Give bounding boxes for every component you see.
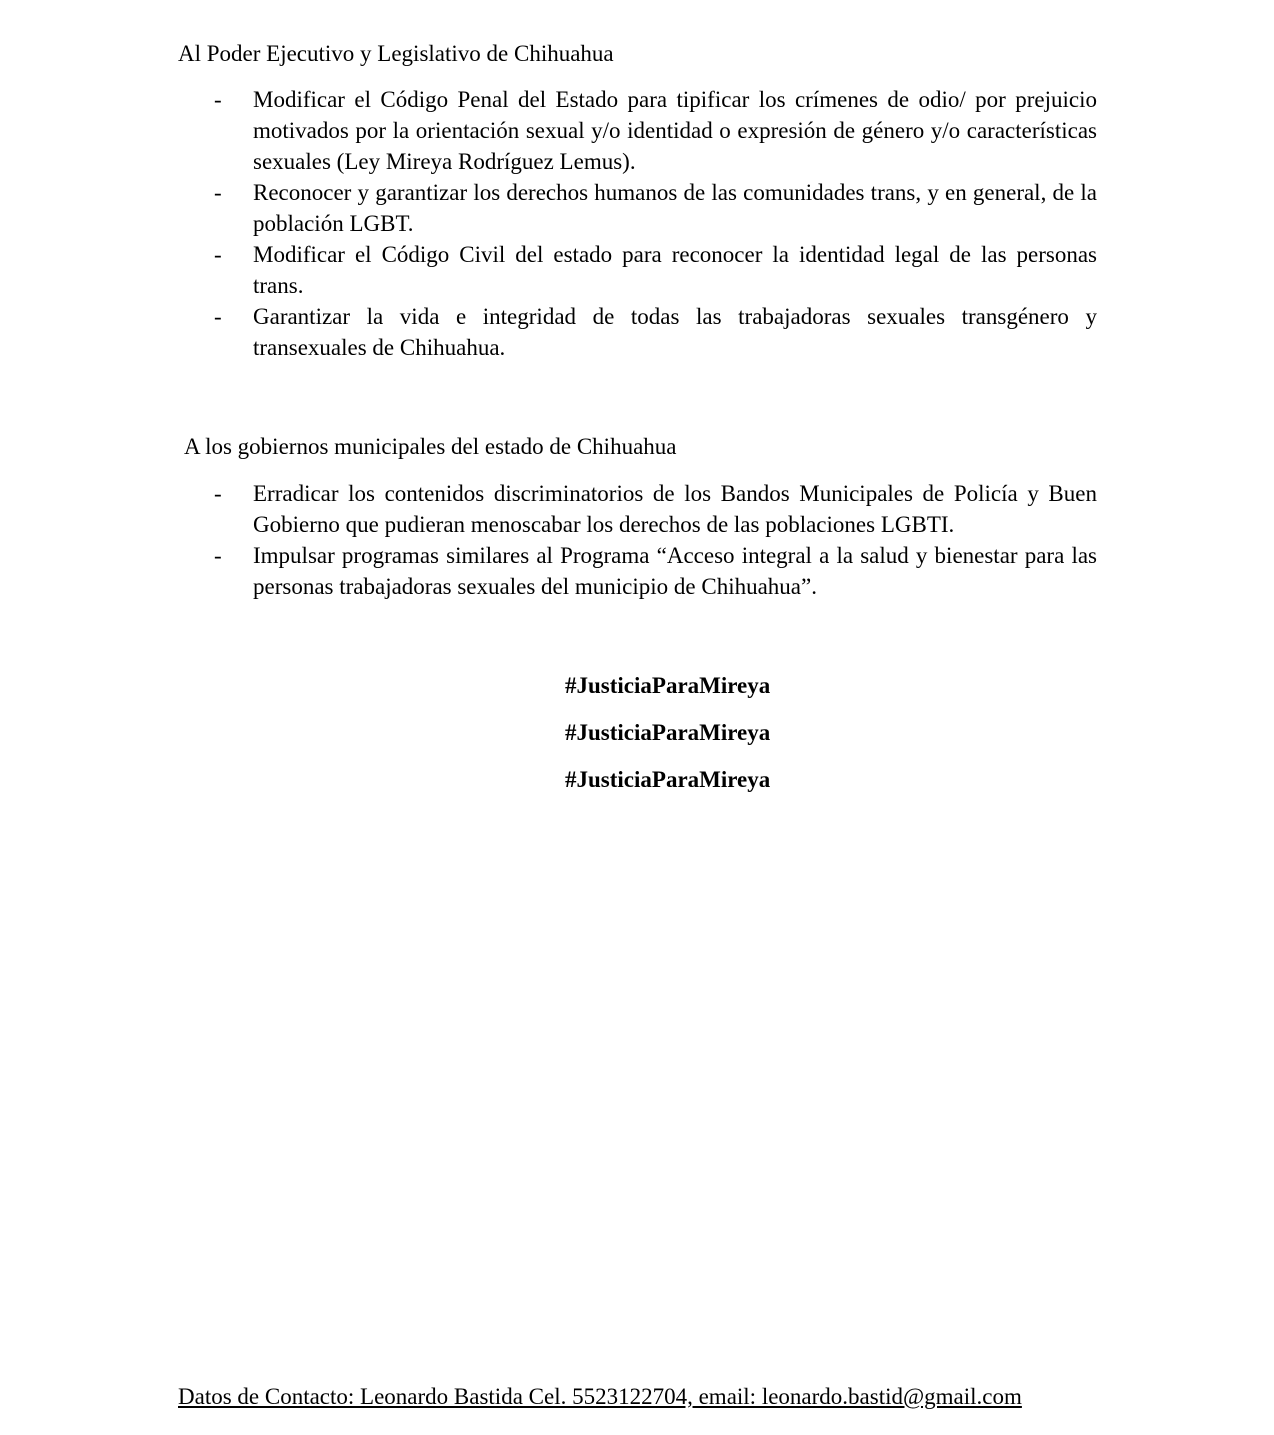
bullet-dash: -: [214, 180, 222, 205]
list-item: [214, 84, 1097, 177]
list-item-text: Garantizar la vida e integridad de todas las trabajadoras sexuales transgénero y transexuales de Chihuahua.: [253, 304, 1097, 360]
list-item-text: Modificar el Código Civil del estado para reconocer la identidad legal de las personas trans.: [253, 242, 1097, 298]
contact-footer: Datos de Contacto: Leonardo Bastida Cel. 5523122704, email: leonardo.bastid@gmail.com: [178, 1384, 1022, 1409]
list-item: [214, 177, 1097, 239]
list-item: [214, 540, 1097, 602]
bullet-dash: -: [214, 481, 222, 506]
hashtag-line: #JusticiaParaMireya: [565, 767, 771, 792]
bullet-dash: -: [214, 242, 222, 267]
list-item: [214, 301, 1097, 363]
list-item-text: Erradicar los contenidos discriminatorios de los Bandos Municipales de Policía y Buen Gobierno que pudieran menoscabar los derechos de las poblaciones LGBTI.: [253, 481, 1097, 537]
list-item: [214, 239, 1097, 301]
bullet-dash: -: [214, 543, 222, 568]
executive-legislative-demands-list: [214, 84, 1097, 363]
bullet-dash: -: [214, 304, 222, 329]
list-item-text: Modificar el Código Penal del Estado para tipificar los crímenes de odio/ por prejuicio motivados por la orientación sexual y/o identidad o expresión de género y/o características sexuales (Ley Mireya Rodríguez Lemus).: [253, 87, 1097, 174]
municipal-demands-list: [214, 478, 1097, 602]
section-heading-municipal-governments: A los gobiernos municipales del estado de Chihuahua: [184, 434, 677, 459]
bullet-dash: -: [214, 87, 222, 112]
hashtag-line: #JusticiaParaMireya: [565, 673, 771, 698]
section-heading-executive-legislative: Al Poder Ejecutivo y Legislativo de Chihuahua: [178, 41, 614, 66]
list-item-text: Reconocer y garantizar los derechos humanos de las comunidades trans, y en general, de la población LGBT.: [253, 180, 1097, 236]
hashtag-line: #JusticiaParaMireya: [565, 720, 771, 745]
list-item-text: Impulsar programas similares al Programa “Acceso integral a la salud y bienestar para las personas trabajadoras sexuales del municipio de Chihuahua”.: [253, 543, 1097, 599]
list-item: [214, 478, 1097, 540]
